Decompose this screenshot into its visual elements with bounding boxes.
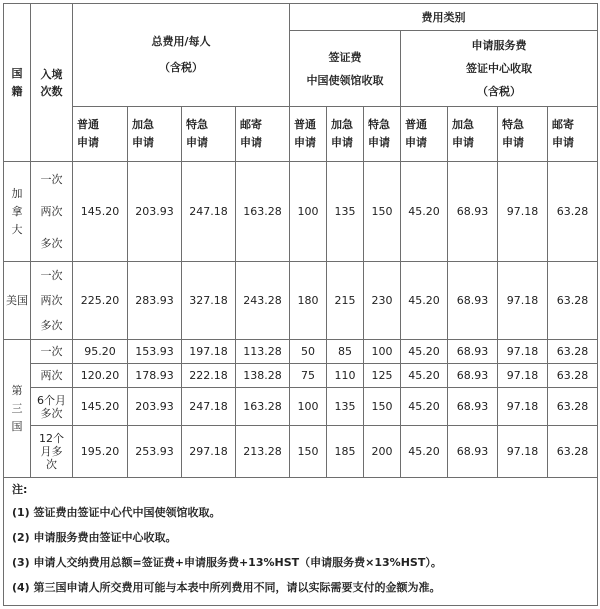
table-row: [4, 364, 598, 388]
service-fee-value: 45.20: [401, 340, 448, 364]
visa-fee-value: 230: [364, 262, 401, 340]
total-fee-value: 203.93: [128, 162, 182, 262]
service-fee-value: 63.28: [548, 162, 598, 262]
visa-fee-value: 185: [327, 426, 364, 478]
service-fee-value: 63.28: [548, 262, 598, 340]
service-fee-value: 63.28: [548, 388, 598, 426]
total-col-header: 特急 申请: [182, 107, 236, 162]
service-fee-value: 68.93: [448, 262, 498, 340]
visa-col-header: 特急 申请: [364, 107, 401, 162]
service-fee-value: 63.28: [548, 364, 598, 388]
category-header: 费用类别: [290, 4, 598, 31]
service-fee-header: 申请服务费 签证中心收取 （含税）: [401, 31, 598, 107]
visa-fee-value: 180: [290, 262, 327, 340]
service-fee-value: 45.20: [401, 426, 448, 478]
total-col-header: 加急 申请: [128, 107, 182, 162]
entries-cell: 12个月多次: [31, 426, 73, 478]
service-fee-value: 97.18: [498, 262, 548, 340]
visa-col-header: 普通 申请: [290, 107, 327, 162]
note-line: (2) 申请服务费由签证中心收取。: [12, 531, 177, 544]
service-col-header: 加急 申请: [448, 107, 498, 162]
visa-fee-value: 85: [327, 340, 364, 364]
service-fee-value: 68.93: [448, 340, 498, 364]
total-fee-value: 153.93: [128, 340, 182, 364]
country-cell: 加拿大: [4, 162, 31, 262]
table-row: [4, 340, 598, 364]
visa-fee-value: 150: [290, 426, 327, 478]
total-fee-value: 145.20: [73, 162, 128, 262]
total-fee-value: 222.18: [182, 364, 236, 388]
visa-col-header: 加急 申请: [327, 107, 364, 162]
service-fee-value: 63.28: [548, 340, 598, 364]
total-fee-value: 243.28: [236, 262, 290, 340]
total-fee-value: 253.93: [128, 426, 182, 478]
total-fee-header: 总费用/每人 （含税）: [73, 4, 290, 107]
total-fee-value: 225.20: [73, 262, 128, 340]
table-row: [4, 426, 598, 478]
total-fee-value: 247.18: [182, 162, 236, 262]
visa-fee-value: 100: [290, 162, 327, 262]
entries-cell: 两次: [31, 364, 73, 388]
service-fee-value: 97.18: [498, 426, 548, 478]
entries-cell: 一次 两次 多次: [31, 262, 73, 340]
visa-fee-value: 110: [327, 364, 364, 388]
total-col-header: 普通 申请: [73, 107, 128, 162]
notes-title: 注:: [12, 483, 28, 496]
table-row: [4, 162, 598, 262]
entries-cell: 一次: [31, 340, 73, 364]
total-fee-value: 213.28: [236, 426, 290, 478]
entries-cell: 一次 两次 多次: [31, 162, 73, 262]
service-fee-value: 97.18: [498, 388, 548, 426]
total-fee-value: 178.93: [128, 364, 182, 388]
total-fee-value: 163.28: [236, 388, 290, 426]
service-fee-value: 68.93: [448, 388, 498, 426]
service-fee-value: 68.93: [448, 162, 498, 262]
total-fee-value: 247.18: [182, 388, 236, 426]
service-fee-value: 97.18: [498, 162, 548, 262]
visa-fee-header: 签证费 中国使领馆收取: [290, 31, 401, 107]
service-fee-value: 68.93: [448, 426, 498, 478]
service-fee-value: 97.18: [498, 364, 548, 388]
visa-fee-value: 150: [364, 388, 401, 426]
total-fee-value: 120.20: [73, 364, 128, 388]
service-fee-value: 45.20: [401, 364, 448, 388]
total-fee-value: 327.18: [182, 262, 236, 340]
fee-table: [3, 3, 598, 606]
total-fee-value: 197.18: [182, 340, 236, 364]
service-col-header: 普通 申请: [401, 107, 448, 162]
visa-fee-value: 75: [290, 364, 327, 388]
service-fee-value: 45.20: [401, 388, 448, 426]
note-line: (4) 第三国申请人所交费用可能与本表中所列费用不同，请以实际需要支付的金额为准。: [12, 581, 441, 594]
visa-fee-value: 50: [290, 340, 327, 364]
total-fee-value: 113.28: [236, 340, 290, 364]
total-fee-value: 283.93: [128, 262, 182, 340]
country-cell: 第三国: [4, 340, 31, 478]
service-col-header: 邮寄 申请: [548, 107, 598, 162]
visa-fee-value: 150: [364, 162, 401, 262]
total-fee-value: 145.20: [73, 388, 128, 426]
service-fee-value: 45.20: [401, 262, 448, 340]
note-line: (3) 申请人交纳费用总额=签证费+申请服务费+13%HST（申请服务费×13%HST）。: [12, 556, 442, 569]
notes: [4, 478, 598, 606]
total-col-header: 邮寄 申请: [236, 107, 290, 162]
total-fee-value: 203.93: [128, 388, 182, 426]
table-row: [4, 262, 598, 340]
table-row: [4, 388, 598, 426]
country-cell: 美国: [4, 262, 31, 340]
note-line: (1) 签证费由签证中心代中国使领馆收取。: [12, 506, 221, 519]
total-fee-value: 138.28: [236, 364, 290, 388]
total-fee-value: 95.20: [73, 340, 128, 364]
service-fee-value: 68.93: [448, 364, 498, 388]
country-header: 国籍: [4, 4, 31, 162]
visa-fee-value: 125: [364, 364, 401, 388]
total-fee-value: 195.20: [73, 426, 128, 478]
total-fee-value: 297.18: [182, 426, 236, 478]
visa-fee-value: 135: [327, 162, 364, 262]
visa-fee-value: 100: [290, 388, 327, 426]
total-fee-value: 163.28: [236, 162, 290, 262]
visa-fee-value: 200: [364, 426, 401, 478]
visa-fee-value: 100: [364, 340, 401, 364]
entries-cell: 6个月多次: [31, 388, 73, 426]
service-fee-value: 45.20: [401, 162, 448, 262]
visa-fee-value: 135: [327, 388, 364, 426]
service-fee-value: 63.28: [548, 426, 598, 478]
service-fee-value: 97.18: [498, 340, 548, 364]
entries-header: 入境次数: [31, 4, 73, 162]
service-col-header: 特急 申请: [498, 107, 548, 162]
visa-fee-value: 215: [327, 262, 364, 340]
